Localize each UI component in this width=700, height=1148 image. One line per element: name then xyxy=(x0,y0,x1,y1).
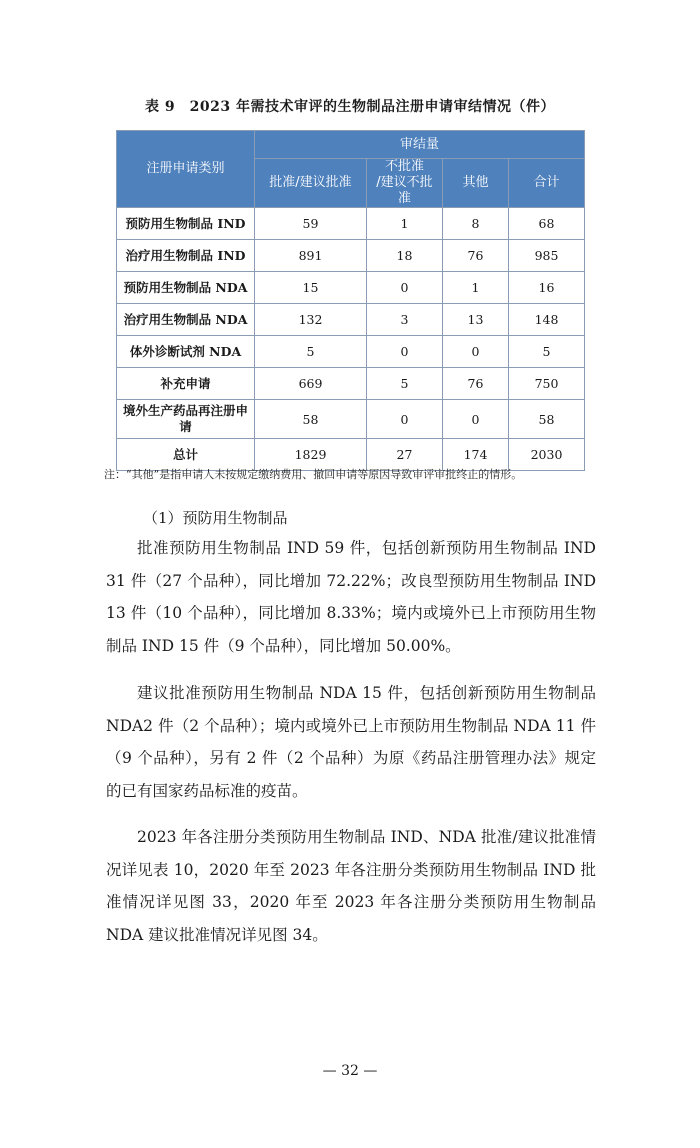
table-row xyxy=(117,272,585,304)
cell-total: 148 xyxy=(509,304,585,336)
cell-rejected: 27 xyxy=(367,439,443,471)
row-category: 治疗用生物制品 NDA xyxy=(117,304,255,336)
cell-approved: 5 xyxy=(255,336,367,368)
cell-total: 68 xyxy=(509,208,585,240)
header-col-total: 合计 xyxy=(509,159,585,208)
cell-approved: 15 xyxy=(255,272,367,304)
cell-approved: 58 xyxy=(255,400,367,439)
cell-rejected: 0 xyxy=(367,400,443,439)
table-note: 注：“其他”是指申请人未按规定缴纳费用、撤回申请等原因导致审评审批终止的情形。 xyxy=(104,468,523,481)
row-category: 治疗用生物制品 IND xyxy=(117,240,255,272)
cell-rejected: 3 xyxy=(367,304,443,336)
cell-total: 5 xyxy=(509,336,585,368)
header-col-rejected xyxy=(367,159,443,208)
row-category: 预防用生物制品 NDA xyxy=(117,272,255,304)
cell-rejected: 0 xyxy=(367,336,443,368)
cell-total: 16 xyxy=(509,272,585,304)
table-row xyxy=(117,400,585,439)
header-col-approved: 批准/建议批准 xyxy=(255,159,367,208)
cell-other: 8 xyxy=(443,208,509,240)
cell-other: 76 xyxy=(443,240,509,272)
header-group: 审结量 xyxy=(255,131,585,159)
cell-total: 2030 xyxy=(509,439,585,471)
table-row xyxy=(117,208,585,240)
cell-approved: 59 xyxy=(255,208,367,240)
cell-approved: 669 xyxy=(255,368,367,400)
cell-rejected: 18 xyxy=(367,240,443,272)
cell-other: 13 xyxy=(443,304,509,336)
cell-total: 58 xyxy=(509,400,585,439)
header-category: 注册申请类别 xyxy=(117,131,255,208)
paragraph: 建议批准预防用生物制品 NDA 15 件，包括创新预防用生物制品 NDA2 件（2 个品种）；境内或境外已上市预防用生物制品 NDA 11 件（9 个品种），另有 2 件（2 个品种）为原《药品注册管理办法》规定的已有国家药品标准的疫苗。 xyxy=(106,684,596,800)
cell-other: 76 xyxy=(443,368,509,400)
row-category: 补充申请 xyxy=(117,368,255,400)
header-col-other: 其他 xyxy=(443,159,509,208)
cell-rejected: 1 xyxy=(367,208,443,240)
cell-approved: 1829 xyxy=(255,439,367,471)
table-row xyxy=(117,304,585,336)
paragraph: 批准预防用生物制品 IND 59 件，包括创新预防用生物制品 IND 31 件（27 个品种），同比增加 72.22%；改良型预防用生物制品 IND 13 件（10 个品种），同比增加 8.33%；境内或境外已上市预防用生物制品 IND 15 件（9 个品种），同比增加 50.00%。 xyxy=(106,539,596,655)
cell-other: 1 xyxy=(443,272,509,304)
header-col-rejected-label: 不批准 /建议不批准 xyxy=(376,159,433,206)
row-category: 境外生产药品再注册申请 xyxy=(117,400,255,439)
cell-rejected: 5 xyxy=(367,368,443,400)
cell-other: 0 xyxy=(443,400,509,439)
cell-total: 985 xyxy=(509,240,585,272)
row-category: 总计 xyxy=(117,439,255,471)
table-row xyxy=(117,240,585,272)
cell-total: 750 xyxy=(509,368,585,400)
row-category: 体外诊断试剂 NDA xyxy=(117,336,255,368)
table-row xyxy=(117,336,585,368)
cell-approved: 891 xyxy=(255,240,367,272)
row-category: 预防用生物制品 IND xyxy=(117,208,255,240)
cell-rejected: 0 xyxy=(367,272,443,304)
table-row xyxy=(117,368,585,400)
cell-other: 174 xyxy=(443,439,509,471)
cell-approved: 132 xyxy=(255,304,367,336)
cell-other: 0 xyxy=(443,336,509,368)
section-heading: （1）预防用生物制品 xyxy=(143,509,288,527)
paragraph: 2023 年各注册分类预防用生物制品 IND、NDA 批准/建议批准情况详见表 10，2020 年至 2023 年各注册分类预防用生物制品 IND 批准情况详见图 33，2020 年至 2023 年各注册分类预防用生物制品 NDA 建议批准情况详见图 34。 xyxy=(106,828,596,944)
table-caption: 表 9 2023 年需技术审评的生物制品注册申请审结情况（件） xyxy=(145,99,555,115)
review-results-table xyxy=(116,130,585,471)
page-number: — 32 — xyxy=(322,1063,378,1079)
